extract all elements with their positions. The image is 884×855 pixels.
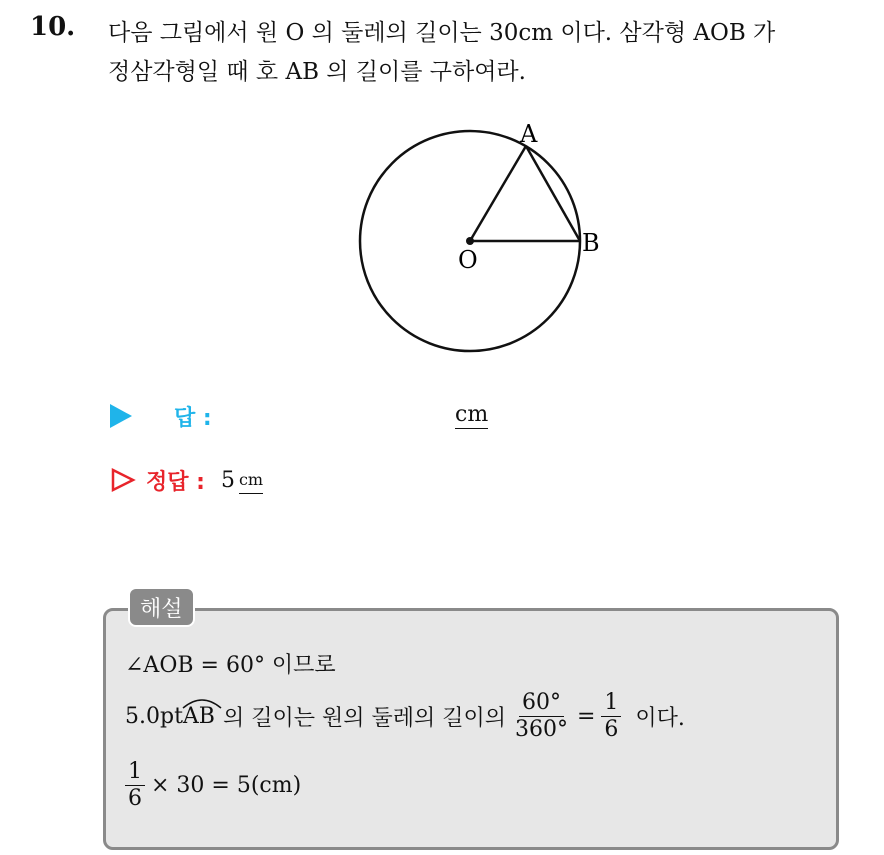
fraction-denominator: 360° bbox=[514, 716, 568, 742]
correct-answer-row bbox=[110, 462, 263, 498]
fraction-60-360 bbox=[512, 690, 571, 743]
correct-unit: cm bbox=[239, 467, 263, 494]
answer-unit-blank: cm bbox=[455, 402, 489, 427]
explanation-line-1: ∠AOB = 60° 이므로 bbox=[125, 653, 336, 678]
arc-ab bbox=[183, 704, 215, 729]
arc-label: AB bbox=[182, 703, 215, 729]
correct-label: 정답 : bbox=[146, 469, 205, 495]
label-b: B bbox=[582, 229, 600, 257]
answer-label: 답 : bbox=[174, 405, 212, 431]
outline-triangle-icon bbox=[110, 467, 136, 493]
explanation-tab: 해설 bbox=[128, 587, 195, 627]
label-a: A bbox=[520, 120, 538, 148]
fraction-denominator: 6 bbox=[128, 785, 142, 811]
segment-ab bbox=[526, 146, 580, 241]
explanation-suffix: 이다. bbox=[635, 705, 685, 731]
calculation-result: × 30 = 5(cm) bbox=[151, 772, 302, 798]
answer-row bbox=[110, 398, 212, 434]
fraction-1-6 bbox=[601, 690, 621, 743]
circle-figure bbox=[340, 110, 620, 360]
fraction-1-6-calc bbox=[125, 759, 145, 812]
question-line-2: 정삼각형일 때 호 AB 의 길이를 구하여라. bbox=[108, 59, 526, 85]
question-number: 10. bbox=[30, 12, 76, 42]
explanation-line-3 bbox=[125, 755, 301, 815]
fraction-denominator: 6 bbox=[604, 716, 619, 742]
fraction-numerator: 60° bbox=[519, 690, 564, 717]
center-point bbox=[466, 237, 474, 245]
explanation-prefix: 5.0pt bbox=[125, 703, 183, 729]
fraction-numerator: 1 bbox=[125, 759, 145, 786]
question-text bbox=[108, 14, 868, 92]
fraction-numerator: 1 bbox=[601, 690, 621, 717]
equals-sign: = bbox=[576, 703, 596, 729]
correct-value: 5 bbox=[220, 467, 235, 493]
segment-oa bbox=[470, 146, 526, 241]
arc-mark-icon bbox=[181, 695, 223, 709]
question-line-1: 다음 그림에서 원 O 의 둘레의 길이는 30cm 이다. 삼각형 AOB 가 bbox=[108, 20, 776, 46]
play-triangle-icon bbox=[110, 404, 132, 428]
label-o: O bbox=[458, 246, 478, 274]
explanation-line-2 bbox=[125, 686, 685, 746]
explanation-mid: 의 길이는 원의 둘레의 길이의 bbox=[222, 705, 506, 731]
